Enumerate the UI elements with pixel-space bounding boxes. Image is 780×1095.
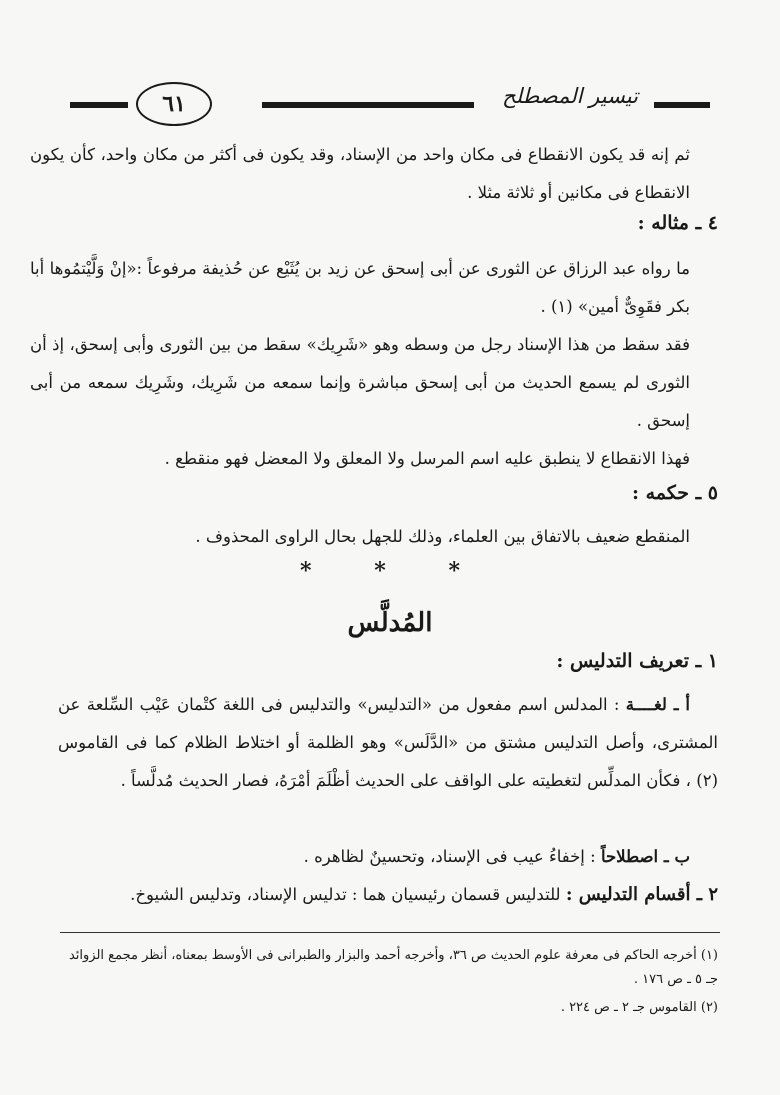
heading-definition: ١ ـ تعريف التدليس : <box>556 650 718 672</box>
label-technical: ب ـ اصطلاحاً <box>600 847 690 866</box>
section-title: المُدلَّس <box>347 608 433 638</box>
page-number: ٦١ <box>136 82 212 126</box>
paragraph-1: ثم إنه قد يكون الانقطاع فى مكان واحد من الإسناد، وقد يكون فى أكثر من مكان واحد، كأن يكون الانقطاع فى مكانين أو ثلاثة مثلا . <box>30 145 690 202</box>
paragraph-4: فهذا الانقطاع لا ينطبق عليه اسم المرسل ولا المعلق ولا المعضل فهو منقطع . <box>164 449 690 468</box>
paragraph-technical <box>58 838 718 876</box>
text-linguistic: : المدلس اسم مفعول من «التدليس» والتدليس فى اللغة كتْمان عَيْب السِّلعة عن المشترى، وأصل التدليس مشتق من «الدَّلَس» وهو الظلمة أو اختلاط الظلام كما فى القاموس (٢) ، فكأن المدلِّس لتغطيته على الواقف على الحديث أظْلَمَ أمْرَهُ، فصار الحديث مُدلَّساً . <box>58 695 718 790</box>
running-header <box>70 82 710 126</box>
paragraph-2: ما رواه عبد الرزاق عن الثورى عن أبى إسحق عن زيد بن يُثَيْع عن حُذيفة مرفوعاً :«إنْ وَلَّيْتمُوها أبا بكر فقَوِىٌّ أمين» (١) . <box>30 259 690 316</box>
separator-star: * <box>300 558 312 584</box>
label-types: ٢ ـ أقسام التدليس : <box>565 884 718 905</box>
paragraph-linguistic <box>58 686 718 800</box>
footnote-1: (١) أخرجه الحاكم فى معرفة علوم الحديث ص ٣٦، وأخرجه أحمد والبزار والطبرانى فى الأوسط بمعناه، أنظر مجمع الزوائد جـ ٥ ـ ص ١٧٦ . <box>68 948 718 987</box>
header-rule-left <box>70 102 128 108</box>
text-types: للتدليس قسمان رئيسيان هما : تدليس الإسناد، وتدليس الشيوخ. <box>130 885 566 904</box>
paragraph-types <box>58 876 718 914</box>
paragraph-3: فقد سقط من هذا الإسناد رجل من وسطه وهو «شَرِيك» سقط من بين الثورى وأبى إسحق، إذ أن الثورى لم يسمع الحديث من أبى إسحق مباشرة وإنما سمعه من شَرِيك، وشَرِيك سمعه من أبى إسحق . <box>30 335 690 430</box>
paragraph-5: المنقطع ضعيف بالاتفاق بين العلماء، وذلك للجهل بحال الراوى المحذوف . <box>195 527 690 546</box>
running-title: تيسير المصطلح <box>502 84 638 108</box>
separator-star: * <box>374 558 386 584</box>
heading-example: ٤ ـ مثاله : <box>637 212 718 234</box>
footnote-2: (٢) القاموس جـ ٢ ـ ص ٢٢٤ . <box>560 1000 718 1015</box>
text-technical: : إخفاءُ عيب فى الإسناد، وتحسينٌ لظاهره . <box>303 847 601 866</box>
label-linguistic: أ ـ لغــــة <box>625 695 690 714</box>
separator-star: * <box>448 558 460 584</box>
header-rule-right <box>654 102 710 108</box>
section-separator <box>300 558 460 584</box>
heading-ruling: ٥ ـ حكمه : <box>631 482 718 504</box>
footnote-rule <box>60 932 720 933</box>
header-rule-middle <box>262 102 474 108</box>
